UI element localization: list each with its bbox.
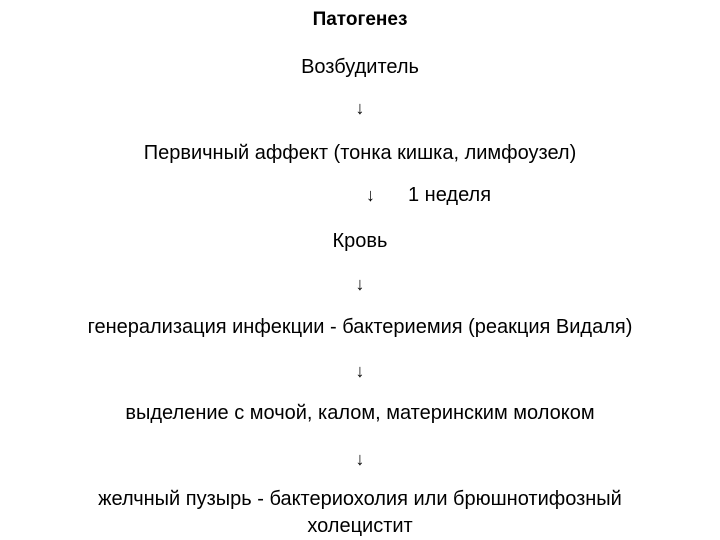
step-blood: Кровь [332,230,388,252]
step-excretion: выделение с мочой, калом, материнским молоком [125,402,595,424]
step-gallbladder: желчный пузырь - бактериохолия или брюшнотифозный [98,488,622,510]
step-primary-affect: Первичный аффект (тонка кишка, лимфоузел) [143,142,577,164]
arrow-down-icon: ↓ [355,449,365,469]
step-generalization: генерализация инфекции - бактериемия (реакция Видаля) [87,316,633,338]
slide-title: Патогенез [312,9,408,30]
arrow-down-icon: ↓ [366,185,375,205]
step-pathogen: Возбудитель [301,56,419,78]
arrow-down-icon: ↓ [355,274,365,294]
step-gallbladder-continued: холецистит [307,515,413,537]
arrow-down-icon: ↓ [355,98,365,118]
arrow-down-icon: ↓ [355,361,365,381]
duration-note: 1 неделя [408,184,492,206]
